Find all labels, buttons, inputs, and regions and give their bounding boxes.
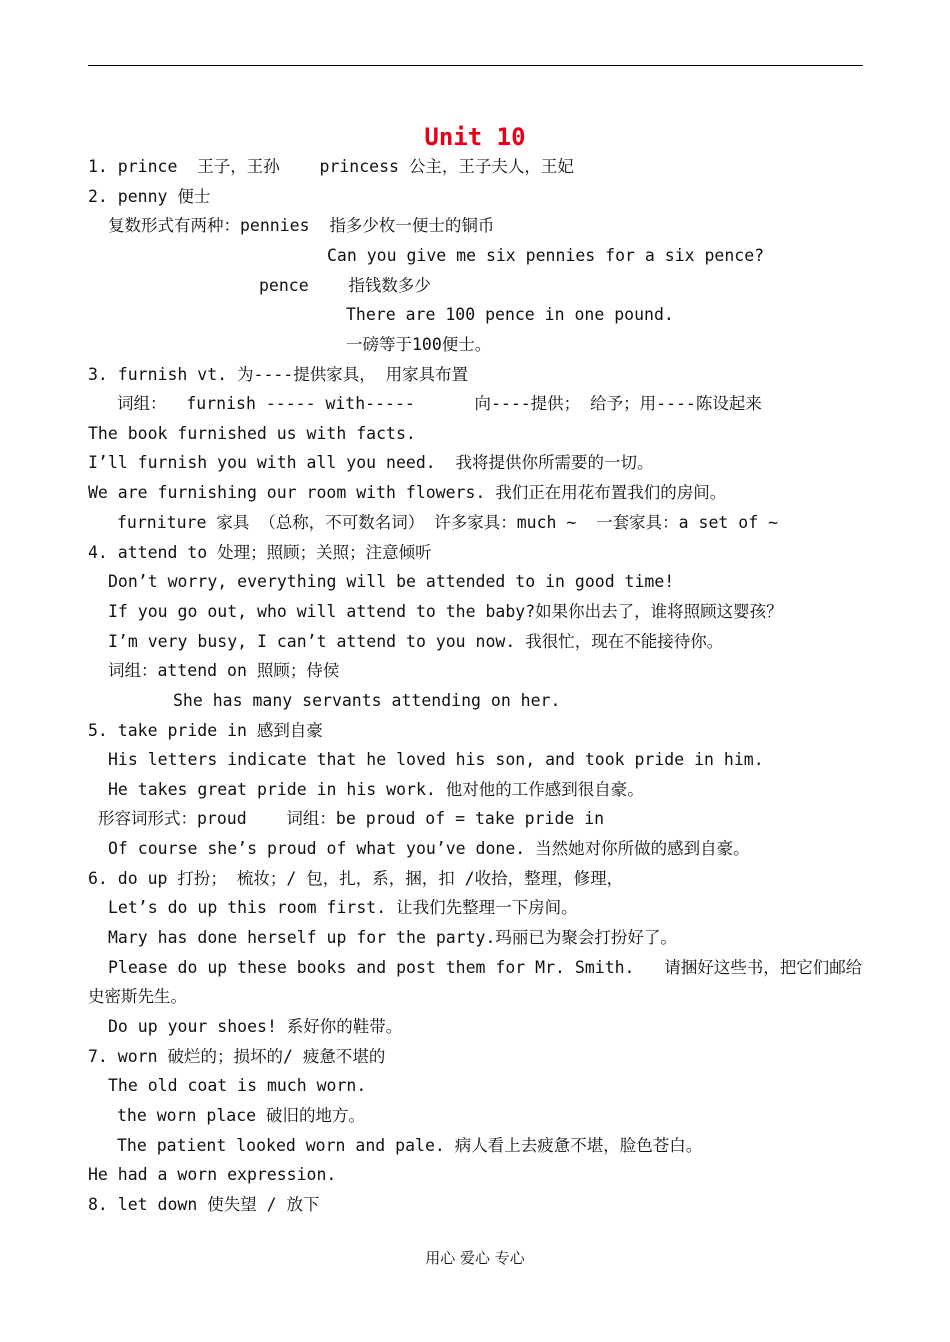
text-line: 1. prince 王子，王孙 princess 公主，王子夫人，王妃: [88, 157, 574, 176]
text-line: Do up your shoes! 系好你的鞋带。: [108, 1017, 403, 1036]
text-line: 3. furnish vt. 为----提供家具， 用家具布置: [88, 365, 469, 384]
text-line: His letters indicate that he loved his son, and took pride in him.: [108, 750, 764, 769]
text-line: The old coat is much worn.: [108, 1076, 367, 1095]
text-line: Mary has done herself up for the party.玛丽已为聚会打扮好了。: [108, 928, 677, 947]
text-line: The patient looked worn and pale. 病人看上去疲惫不堪，脸色苍白。: [117, 1136, 703, 1155]
text-line: 史密斯先生。: [88, 987, 187, 1006]
text-line: I’ll furnish you with all you need. 我将提供你所需要的一切。: [88, 453, 654, 472]
text-line: 2. penny 便士: [88, 187, 211, 206]
text-line: pence 指钱数多少: [259, 276, 431, 295]
text-line: He takes great pride in his work. 他对他的工作感到很自豪。: [108, 780, 644, 799]
text-line: 5. take pride in 感到自豪: [88, 721, 323, 740]
text-line: 词组：attend on 照顾；侍侯: [108, 661, 340, 680]
text-line: 复数形式有两种：pennies 指多少枚一便士的铜币: [108, 216, 495, 235]
text-line: the worn place 破旧的地方。: [117, 1106, 366, 1125]
text-line: She has many servants attending on her.: [173, 691, 561, 710]
text-line: He had a worn expression.: [88, 1165, 337, 1184]
text-line: furniture 家具 （总称，不可数名词） 许多家具：much ~ 一套家具：a set of ~: [117, 513, 779, 532]
page-footer: 用心 爱心 专心: [425, 1249, 525, 1267]
text-line: Don’t worry, everything will be attended to in good time!: [108, 572, 675, 591]
text-line: The book furnished us with facts.: [88, 424, 416, 443]
text-line: There are 100 pence in one pound.: [346, 305, 674, 324]
text-line: 4. attend to 处理；照顾；关照；注意倾听: [88, 543, 432, 562]
text-line: 8. let down 使失望 / 放下: [88, 1195, 320, 1214]
page-title: Unit 10: [424, 123, 526, 151]
text-line: If you go out, who will attend to the baby?如果你出去了，谁将照顾这婴孩？: [108, 602, 783, 621]
text-line: I’m very busy, I can’t attend to you now. 我很忙，现在不能接待你。: [108, 632, 724, 651]
text-line: 形容词形式：proud 词组：be proud of = take pride in: [98, 809, 605, 828]
header-rule: [88, 65, 863, 66]
text-line: 7. worn 破烂的；损坏的/ 疲惫不堪的: [88, 1047, 386, 1066]
text-line: 词组： furnish ----- with----- 向----提供； 给予；用----陈设起来: [117, 394, 762, 413]
text-line: Of course she’s proud of what you’ve done. 当然她对你所做的感到自豪。: [108, 839, 750, 858]
text-line: Let’s do up this room first. 让我们先整理一下房间。: [108, 898, 578, 917]
text-line: 6. do up 打扮； 梳妆；/ 包，扎，系，捆，扣 /收拾，整理，修理，: [88, 869, 624, 888]
text-line: 一磅等于100便士。: [346, 335, 492, 354]
text-line: Can you give me six pennies for a six pence?: [327, 246, 765, 265]
text-line: Please do up these books and post them for Mr. Smith. 请捆好这些书，把它们邮给: [108, 958, 863, 977]
text-line: We are furnishing our room with flowers. 我们正在用花布置我们的房间。: [88, 483, 727, 502]
